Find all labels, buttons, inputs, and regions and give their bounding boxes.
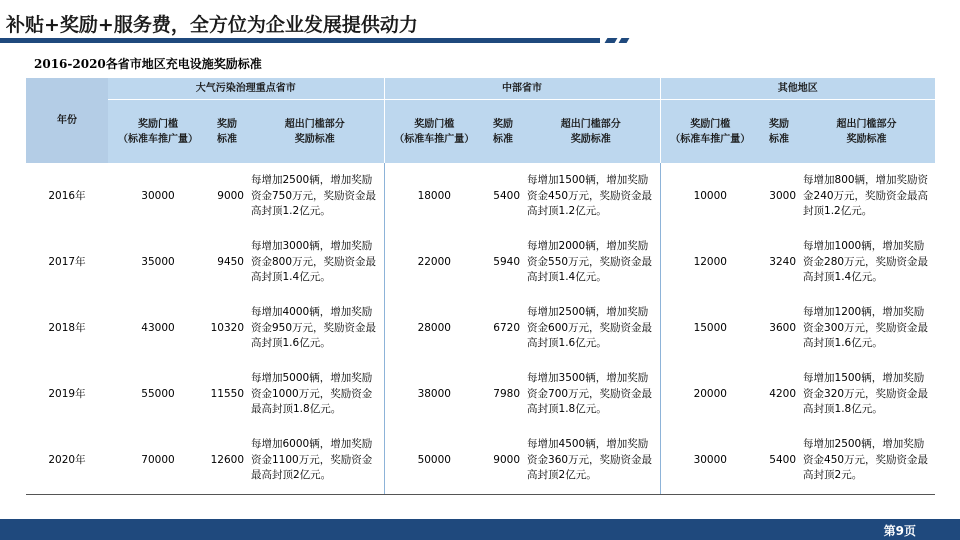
reward-standards-table <box>26 78 935 495</box>
threshold-cell: 15000 <box>660 296 760 362</box>
excess-cell: 每增加4500辆，增加奖励资金360万元，奖励资金最高封顶2亿元。 <box>522 428 660 495</box>
threshold-header: 奖励门槛 （标准车推广量） <box>384 100 484 164</box>
standard-header: 奖励 标准 <box>208 100 246 164</box>
standard-cell: 4200 <box>769 387 797 400</box>
year-column-header: 年份 <box>26 78 108 163</box>
standard-cell: 6720 <box>493 321 521 334</box>
table-row <box>26 163 935 230</box>
excess-header: 超出门槛部分 奖励标准 <box>522 100 660 164</box>
slide-title: 补贴+奖励+服务费，全方位为企业发展提供动力 <box>6 14 418 36</box>
footer-bar <box>0 519 960 540</box>
standard-cell: 3600 <box>769 321 797 334</box>
excess-header: 超出门槛部分 奖励标准 <box>246 100 384 164</box>
standard-cell: 9000 <box>484 428 522 495</box>
excess-cell: 每增加1000辆，增加奖励资金280万元，奖励资金最高封顶1.4亿元。 <box>803 240 929 284</box>
threshold-cell: 28000 <box>384 296 484 362</box>
excess-cell: 每增加3500辆，增加奖励资金700万元，奖励资金最高封顶1.8亿元。 <box>527 372 653 416</box>
excess-cell: 每增加1500辆，增加奖励资金450万元，奖励资金最高封顶1.2亿元。 <box>527 174 653 217</box>
year-cell: 2017年 <box>48 255 86 268</box>
threshold-header: 奖励门槛 （标准车推广量） <box>108 100 208 164</box>
excess-cell: 每增加6000辆，增加奖励资金1100万元，奖励资金最高封顶2亿元。 <box>246 428 384 495</box>
threshold-cell: 30000 <box>141 189 175 202</box>
threshold-cell: 38000 <box>384 362 484 428</box>
standard-header: 奖励 标准 <box>760 100 798 164</box>
excess-cell: 每增加1200辆，增加奖励资金300万元，奖励资金最高封顶1.6亿元。 <box>803 306 929 350</box>
excess-cell: 每增加1500辆，增加奖励资金320万元，奖励资金最高封顶1.8亿元。 <box>803 372 929 416</box>
standard-cell: 10320 <box>210 321 244 334</box>
table-row <box>26 362 935 428</box>
threshold-cell: 22000 <box>384 230 484 296</box>
standard-cell: 9000 <box>217 189 244 202</box>
year-cell: 2018年 <box>48 321 86 334</box>
table-row <box>26 428 935 495</box>
threshold-cell: 20000 <box>660 362 760 428</box>
excess-header: 超出门槛部分 奖励标准 <box>798 100 935 164</box>
standard-cell: 5940 <box>493 255 521 268</box>
excess-cell: 每增加800辆，增加奖励资金240万元，奖励资金最高封顶1.2亿元。 <box>803 174 929 217</box>
standard-cell: 9450 <box>217 255 244 268</box>
standard-cell: 7980 <box>493 387 521 400</box>
standard-cell: 11550 <box>210 387 244 400</box>
threshold-cell: 30000 <box>660 428 760 495</box>
excess-cell: 每增加2500辆，增加奖励资金600万元，奖励资金最高封顶1.6亿元。 <box>527 306 653 350</box>
excess-cell: 每增加5000辆，增加奖励资金1000万元，奖励资金最高封顶1.8亿元。 <box>251 372 373 416</box>
standard-cell: 12600 <box>208 428 246 495</box>
group-header: 中部省市 <box>384 78 660 100</box>
group-header: 其他地区 <box>660 78 935 100</box>
table-row <box>26 296 935 362</box>
threshold-cell: 43000 <box>141 321 175 334</box>
standard-cell: 5400 <box>493 189 521 202</box>
excess-cell: 每增加4000辆，增加奖励资金950万元，奖励资金最高封顶1.6亿元。 <box>251 306 377 350</box>
year-cell: 2020年 <box>26 428 108 495</box>
title-stripe <box>605 38 618 43</box>
group-header: 大气污染治理重点省市 <box>108 78 384 100</box>
standard-cell: 3000 <box>769 189 797 202</box>
excess-cell: 每增加2500辆，增加奖励资金450万元，奖励资金最高封顶2元。 <box>798 428 935 495</box>
page-number: 第9页 <box>883 524 916 538</box>
table-row <box>26 230 935 296</box>
standard-cell: 5400 <box>760 428 798 495</box>
excess-cell: 每增加3000辆，增加奖励资金800万元，奖励资金最高封顶1.4亿元。 <box>251 240 377 284</box>
threshold-cell: 55000 <box>141 387 175 400</box>
standard-header: 奖励 标准 <box>484 100 522 164</box>
threshold-cell: 12000 <box>660 230 760 296</box>
threshold-cell: 70000 <box>108 428 208 495</box>
table-caption: 2016-2020各省市地区充电设施奖励标准 <box>34 57 262 71</box>
year-cell: 2016年 <box>48 189 86 202</box>
threshold-cell: 18000 <box>384 163 484 230</box>
excess-cell: 每增加2000辆，增加奖励资金550万元，奖励资金最高封顶1.4亿元。 <box>527 240 653 284</box>
excess-cell: 每增加2500辆，增加奖励资金750万元，奖励资金最高封顶1.2亿元。 <box>251 174 377 217</box>
threshold-cell: 10000 <box>660 163 760 230</box>
threshold-header: 奖励门槛 （标准车推广量） <box>660 100 760 164</box>
column-header-row <box>26 100 935 164</box>
threshold-cell: 50000 <box>384 428 484 495</box>
threshold-cell: 35000 <box>141 255 175 268</box>
title-underline-bar <box>0 38 600 43</box>
year-cell: 2019年 <box>48 387 86 400</box>
group-header-row <box>26 78 935 100</box>
standard-cell: 3240 <box>769 255 797 268</box>
title-stripe <box>619 38 630 43</box>
